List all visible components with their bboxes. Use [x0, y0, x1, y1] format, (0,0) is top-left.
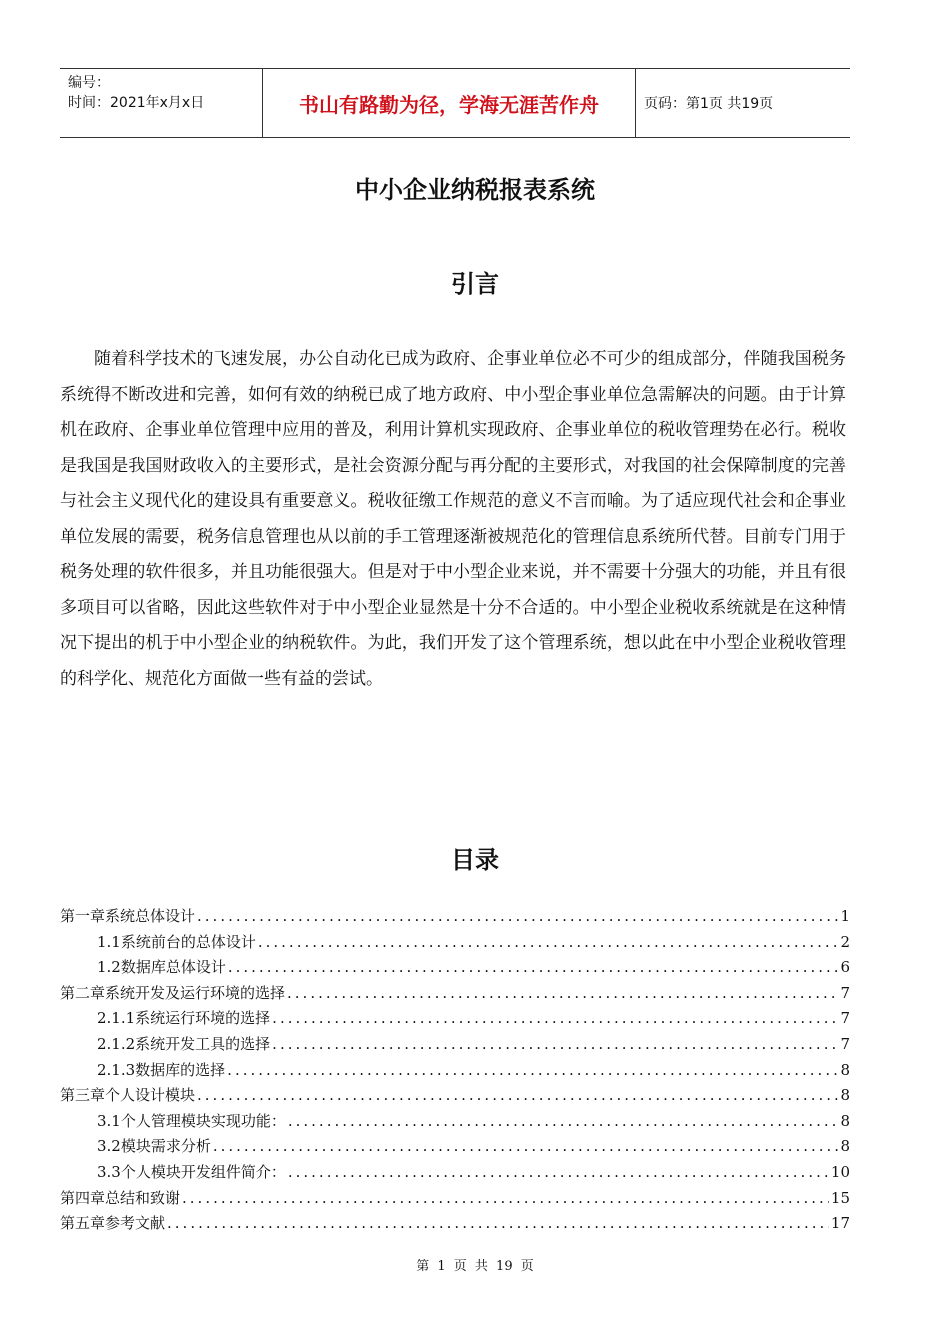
toc-leader-dots [197, 1086, 838, 1104]
toc-entry-page: 1 [840, 907, 850, 925]
toc-entry[interactable] [60, 1059, 850, 1085]
toc-entry[interactable] [60, 1212, 850, 1238]
toc-entry[interactable] [60, 1187, 850, 1213]
toc-entry-page: 17 [830, 1214, 850, 1233]
toc-entry[interactable] [60, 1007, 850, 1033]
toc-leader-dots [228, 958, 839, 976]
toc-entry[interactable] [60, 931, 850, 957]
toc-entry-label: 3.1个人管理模块实现功能： [97, 1111, 286, 1130]
toc-leader-dots [213, 1137, 839, 1155]
toc-entry-label: 第二章系统开发及运行环境的选择 [60, 983, 286, 1002]
toc-entry-label: 2.1.1系统运行环境的选择 [97, 1009, 271, 1028]
toc-entry[interactable] [60, 1135, 850, 1161]
header-table [60, 68, 850, 138]
toc-entry[interactable] [60, 982, 850, 1008]
intro-heading: 引言 [451, 270, 499, 298]
toc-entry-page: 8 [840, 1060, 850, 1079]
toc-entry-label: 2.1.2系统开发工具的选择 [97, 1034, 271, 1053]
toc-entry[interactable] [60, 1161, 850, 1187]
toc-leader-dots [288, 1112, 839, 1130]
toc-entry[interactable] [60, 1084, 850, 1110]
toc-entry-page: 8 [840, 1137, 850, 1156]
toc-leader-dots [258, 933, 839, 951]
toc-entry[interactable] [60, 905, 850, 931]
number-label: 编号： [68, 75, 110, 91]
header-page-info: 页码：第1页 共19页 [644, 96, 774, 112]
toc-entry[interactable] [60, 956, 850, 982]
toc-leader-dots [272, 1009, 838, 1027]
toc-leader-dots [167, 1214, 829, 1232]
toc-entry-label: 第三章个人设计模块 [60, 1086, 196, 1105]
header-meta [60, 69, 262, 137]
toc-entry[interactable] [60, 1110, 850, 1136]
toc-entry-page: 8 [840, 1111, 850, 1130]
toc-entry-label: 第四章总结和致谢 [60, 1188, 181, 1207]
toc-entry-label: 3.2模块需求分析 [97, 1137, 211, 1156]
toc-leader-dots [272, 1035, 838, 1053]
toc-entry-label: 1.1系统前台的总体设计 [97, 932, 256, 951]
toc-leader-dots [287, 984, 838, 1002]
toc-leader-dots [288, 1163, 829, 1181]
toc-entry-label: 3.3个人模块开发组件简介： [97, 1162, 286, 1181]
toc-entry-label: 1.2数据库总体设计 [97, 958, 226, 977]
table-of-contents [60, 905, 850, 1238]
toc-leader-dots [197, 907, 838, 925]
header-motto: 书山有路勤为径，学海无涯苦作舟 [262, 69, 636, 137]
toc-entry-page: 2 [840, 932, 850, 951]
toc-entry-page: 6 [840, 958, 850, 977]
toc-entry[interactable] [60, 1033, 850, 1059]
toc-entry-label: 第一章系统总体设计 [60, 907, 196, 925]
toc-entry-page: 7 [840, 1009, 850, 1028]
page-footer: 第 1 页 共 19 页 [416, 1259, 534, 1274]
toc-heading: 目录 [451, 846, 499, 874]
toc-leader-dots [227, 1061, 838, 1079]
toc-entry-label: 第五章参考文献 [60, 1214, 166, 1233]
toc-entry-label: 2.1.3数据库的选择 [97, 1060, 226, 1079]
time-label: 时间：2021年x月x日 [68, 95, 205, 111]
toc-leader-dots [182, 1189, 829, 1207]
toc-entry-page: 15 [830, 1188, 850, 1207]
document-title: 中小企业纳税报表系统 [355, 176, 595, 204]
intro-paragraph: 随着科学技术的飞速发展，办公自动化已成为政府、企事业单位必不可少的组成部分，伴随我国税务系统得不断改进和完善，如何有效的纳税已成了地方政府、中小型企事业单位急需解决的问题。由于计算机在政府、企事业单位管理中应用的普及，利用计算机实现政府、企事业单位的税收管理势在必行。税收是我国是我国财政收入的主要形式，是社会资源分配与再分配的主要形式，对我国的社会保障制度的完善与社会主义现代化的建设具有重要意义。税收征缴工作规范的意义不言而喻。为了适应现代社会和企事业单位发展的需要，税务信息管理也从以前的手工管理逐渐被规范化的管理信息系统所代替。目前专门用于税务处理的软件很多，并且功能很强大。但是对于中小型企业来说，并不需要十分强大的功能，并且有很多项目可以省略，因此这些软件对于中小型企业显然是十分不合适的。中小型企业税收系统就是在这种情况下提出的机于中小型企业的纳税软件。为此，我们开发了这个管理系统，想以此在中小型企业税收管理的科学化、规范化方面做一些有益的尝试。 [60, 349, 846, 689]
toc-entry-page: 7 [840, 1034, 850, 1053]
toc-entry-page: 10 [830, 1162, 850, 1181]
toc-entry-page: 7 [840, 983, 850, 1002]
toc-entry-page: 8 [840, 1086, 850, 1105]
